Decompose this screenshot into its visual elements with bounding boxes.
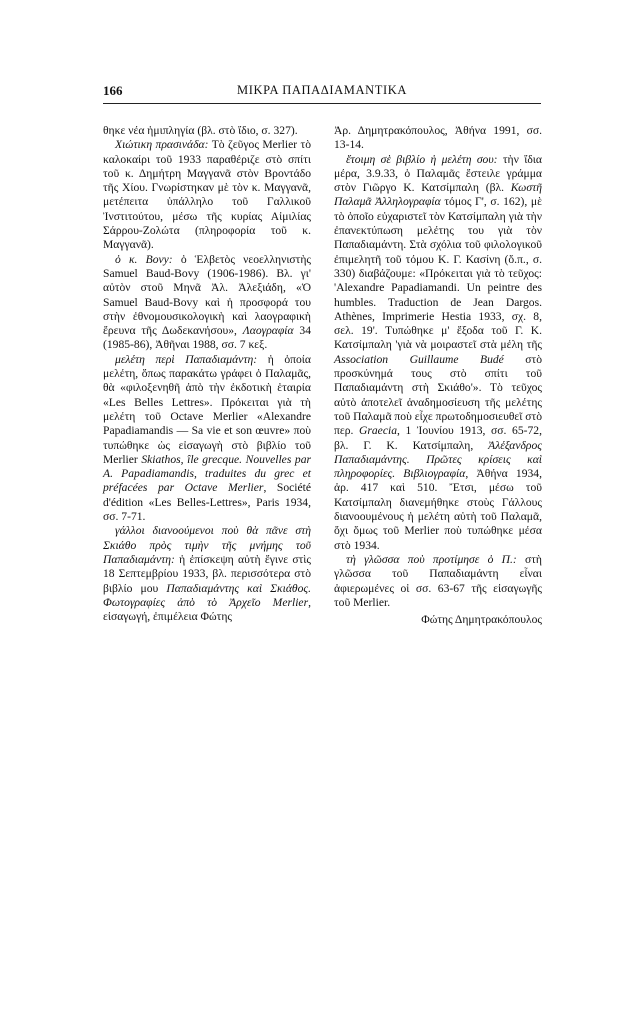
note-green-chios: Χιώτικη πρασινάδα: Τὸ ζεῦγος Merlier τὸ καλοκαίρι τοῦ 1933 παραθέριζε στὸ σπίτι τοῦ κ. Δημήτρη Μαγγανᾶ στὸν Βροντάδο τῆς Χίου. Γνωρίστηκαν μὲ τὸν κ. Μαγγανᾶ, μετέπειτα ὑπάλληλο τοῦ Γαλλικοῦ Ἰνστιτούτου, μέσω τῆς κυρίας Αἰμιλίας Σάρρου-Ζολώτα (πληροφορία τοῦ κ. Μαγγανᾶ).: [103, 138, 312, 252]
header-rule: [103, 103, 541, 104]
note-heading: τὴ γλῶσσα ποὺ προτίμησε ὁ Π.:: [346, 552, 517, 566]
note-heading: ὁ κ. Bovy:: [115, 252, 173, 266]
note-study-papadiamantis: μελέτη περὶ Παπαδιαμάντη: ἡ ὁποία μελέτη, ὅπως παρακάτω γράφει ὁ Παλαμᾶς, θὰ «φιλοξενηθῆ ἀπὸ τὴν ἐκδοτικὴ ἑταιρία «Les Belles Lettres». Πρόκειται γιὰ τὴ μελέτη τοῦ Octave Merlier «Alexandre Papadiamandis — Sa vie et son œuvre» ποὺ τυπώθηκε ὡς εἰσαγωγὴ στὸ βιβλίο τοῦ Merlier Skiathos, île grecque. Nouvelles par A. Papadiamandis, traduites du grec et préfacées par Octave Merlier, Société d'édition «Les Belles-Lettres», Paris 1934, σσ. 7-71.: [103, 352, 312, 524]
note-bovy: ὁ κ. Bovy: ὁ Ἑλβετὸς νεοελληνιστὴς Samuel Baud-Bovy (1906-1986). Βλ. γι' αὐτὸν στοῦ Μηνᾶ Ἀλ. Ἀλεξιάδη, «Ὁ Samuel Baud-Bovy καὶ ἡ προσφορά του στὴν ἐθνομουσικολογικὴ καὶ λαογραφικὴ ἔρευνα τῆς Δωδεκανήσου», Λαογραφία 34 (1985-86), Ἀθῆναι 1988, σσ. 7 κεξ.: [103, 252, 311, 352]
paragraph: Ἀρ. Δημητρακόπουλος, Ἀθήνα 1991, σσ. 13-14.: [334, 124, 542, 152]
note-language: τὴ γλῶσσα ποὺ προτίμησε ὁ Π.: στὴ γλῶσσα τοῦ Παπαδιαμάντη εἶναι ἀφιερωμένες οἱ σσ. 63-67 τῆς εἰσαγωγῆς τοῦ Merlier.: [334, 552, 542, 609]
page-number: 166: [103, 83, 123, 98]
paragraph: θηκε νέα ἡμιπληγία (βλ. στὸ ἴδιο, σ. 327).: [103, 124, 298, 137]
right-column: [334, 124, 542, 627]
left-column: [103, 124, 311, 624]
note-heading: Χιώτικη πρασινάδα:: [115, 138, 209, 152]
page-header: [103, 83, 541, 101]
note-ready-book: ἕτοιμη σὲ βιβλίο ἡ μελέτη σου: τὴν ἴδια μέρα, 3.9.33, ὁ Παλαμᾶς ἔστειλε γράμμα στὸν Γιῶργο Κ. Κατσίμπαλη (βλ. Κωστῆ Παλαμᾶ Ἀλληλογραφία τόμος Γ', σ. 162), μὲ τὸ ὁποῖο εὐχαριστεῖ τὸν Κατσίμπαλη γιὰ τὴν ἐπανεκτύπωση μελέτης του γιὰ τὸν Παπαδιαμάντη. Στὰ σχόλια τοῦ φιλολογικοῦ ἐπιμελητῆ τοῦ τόμου Κ. Γ. Κασίνη (ὅ.π., σ. 330) διαβάζουμε: «Πρόκειται γιὰ τὸ τεῦχος: 'Alexandre Papadiamandi. Un peintre des humbles. Traduction de Jean Dargos. Athènes, Imprimerie Hestia 1933, σχ. 8, σελ. 19'. Τυπώθηκε μ' ἔξοδα τοῦ Γ. Κ. Κατσίμπαλη 'γιὰ νὰ μοιραστεῖ στὰ μέλη τῆς Association Guillaume Budé στὸ προσκύνημά τους στὸ σπίτι τοῦ Παπαδιαμάντη στὴ Σκιάθο'». Τὸ τεῦχος αὐτὸ ἀποτελεῖ ἀναδημοσίευση τῆς μελέτης τοῦ Παλαμᾶ ποὺ εἶχε πρωτοδημοσιευθεῖ στὸ περ. Graecia, 1 Ἰουνίου 1913, σσ. 65-72, βλ. Γ. Κ. Κατσίμπαλη, Ἀλέξανδρος Παπαδιαμάντης. Πρῶτες κρίσεις καὶ πληροφορίες. Βιβλιογραφία, Ἀθήνα 1934, ἀρ. 417 καὶ 510. Ἔτσι, μέσω τοῦ Κατσίμπαλη διανεμήθηκε στοὺς Γάλλους διανοουμένους ἡ μελέτη αὐτὴ τοῦ Παλαμᾶ, ὄχι ὅμως τοῦ Merlier ποὺ τυπώθηκε μέσα στὸ 1934.: [334, 152, 543, 552]
author-signature: Φώτης Δημητρακόπουλος: [421, 613, 542, 627]
note-heading: γάλλοι διανοούμενοι ποὺ θὰ πᾶνε στὴ Σκιάθο πρὸς τιμὴν τῆς μνήμης τοῦ Παπαδιαμάντη:: [103, 524, 311, 566]
running-title: ΜΙΚΡΑ ΠΑΠΑΔΙΑΜΑΝΤΙΚΑ: [237, 83, 407, 97]
note-heading: μελέτη περὶ Παπαδιαμάντη:: [115, 352, 258, 366]
note-heading: ἕτοιμη σὲ βιβλίο ἡ μελέτη σου:: [346, 152, 498, 166]
note-french-intellectuals: γάλλοι διανοούμενοι ποὺ θὰ πᾶνε στὴ Σκιάθο πρὸς τιμὴν τῆς μνήμης τοῦ Παπαδιαμάντη: ἡ ἐπίσκεψη αὐτὴ ἔγινε στὶς 18 Σεπτεμβρίου 1933, βλ. περισσότερα στὸ βιβλίο μου Παπαδιαμάντης καὶ Σκιάθος. Φωτογραφίες ἀπὸ τὸ Ἀρχεῖο Merlier, εἰσαγωγή, ἐπιμέλεια Φώτης: [103, 524, 311, 624]
